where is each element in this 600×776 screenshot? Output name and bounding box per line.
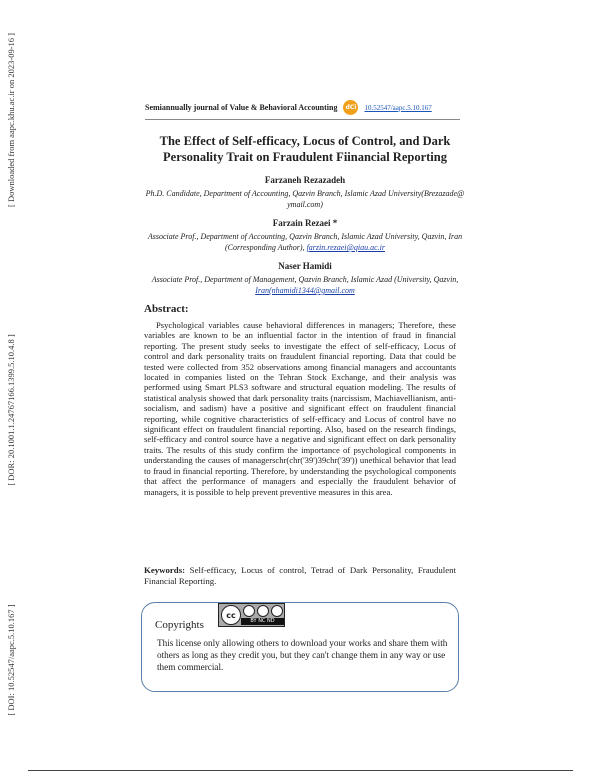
keywords-text: Self-efficacy, Locus of control, Tetrad of Dark Personality, Fraudulent Financial Reporting. — [144, 565, 456, 586]
license-badge-text: BY NC ND — [241, 618, 284, 625]
author-email-link[interactable]: farzin.rezaei@qiau.ac.ir — [306, 243, 385, 252]
author-block — [145, 175, 465, 210]
doi-link[interactable]: 10.52547/aapc.5.10.167 — [364, 103, 432, 112]
nd-icon — [271, 605, 283, 617]
author-block — [145, 261, 465, 296]
by-icon — [243, 605, 255, 617]
footer-divider — [28, 770, 573, 771]
author-name: Farzain Rezaei * — [272, 218, 338, 228]
abstract-body: Psychological variables cause behavioral differences in managers; Therefore, these variables are known to be an influential factor in the intention of fraud in financial reporting. The present study seeks to investigate the effect of self-efficacy, Locus of control and dark personality traits on fraudulent financial reporting. Data that could be tested were collected from 352 observations among financial managers and accountants located in companies listed on the Tehran Stock Exchange, and their analysis was performed using Smart PLS3 software and structural equation modeling. The results of statistical analysis showed that dark personality traits (narcissism, Machiavellianism, anti-socialism, and sadism) have a positive and significant effect on fraudulent financial reporting, while cognitive characteristics of self-efficacy and Locus of control have no significant effect on fraudulent financial reporting. Also, based on the research findings, self-efficacy and control source have a negative and significant effect on dark personality traits. The results of this study confirm the importance of psychological components in understanding the causes of managerschr(chr('39')39chr('39')) unethical behavior that lead to fraud in financial reporting. Therefore, by understanding the psychological components that affect the performance of managers and especially the fraudulent behavior of managers, it is possible to help prevent preventive measures in this area. — [144, 320, 456, 497]
paper-title: The Effect of Self-efficacy, Locus of Control, and Dark Personality Trait on Fraudulent Fiinancial Reporting — [159, 134, 451, 164]
keywords-label: Keywords: — [144, 565, 186, 575]
author-affiliation — [145, 231, 465, 253]
affiliation-text: Associate Prof., Department of Accounting, Qazvin Branch, Islamic Azad University, Qazvin, Iran (Corresponding Author), — [147, 232, 463, 252]
author-name: Naser Hamidi — [278, 261, 332, 271]
abstract-heading: Abstract: — [144, 303, 189, 315]
author-affiliation: Ph.D. Candidate, Department of Accounting, Qazvin Branch, Islamic Azad University(Brezazade@ ymail.com) — [145, 189, 465, 209]
copyrights-label: Copyrights — [155, 619, 204, 631]
journal-name: Semiannually journal of Value & Behavioral Accounting — [145, 103, 338, 112]
cc-license-badge-icon[interactable] — [218, 603, 285, 627]
license-box — [141, 602, 459, 692]
side-label-doi: [ DOI: 10.52547/aapc.5.10.167 ] — [6, 604, 16, 716]
keywords — [144, 565, 456, 587]
journal-logo-icon: dCi — [343, 100, 358, 115]
side-margin — [0, 0, 22, 776]
license-stripe — [241, 604, 284, 626]
nc-icon — [257, 605, 269, 617]
journal-header — [145, 100, 460, 120]
author-email-link[interactable]: Iran(nhamidi1344@gmail.com — [255, 286, 355, 295]
license-text: This license only allowing others to download your works and share them with others as long as they credit you, but they can't change them in any way or use them commercial. — [157, 638, 448, 672]
license-icons — [241, 604, 284, 618]
side-label-dor: [ DOR: 20.1001.1.24767166.1399.5.10.4.8 ] — [6, 334, 16, 486]
author-name: Farzaneh Rezazadeh — [264, 175, 346, 185]
author-block — [145, 218, 465, 253]
side-label-downloaded: [ Downloaded from aapc.khu.ac.ir on 2023-09-16 ] — [6, 33, 16, 207]
cc-icon: cc — [221, 605, 241, 625]
affiliation-text: Associate Prof., Department of Management, Qazvin Branch, Islamic Azad (University, Qazvin, — [151, 275, 459, 284]
author-affiliation — [145, 274, 465, 296]
